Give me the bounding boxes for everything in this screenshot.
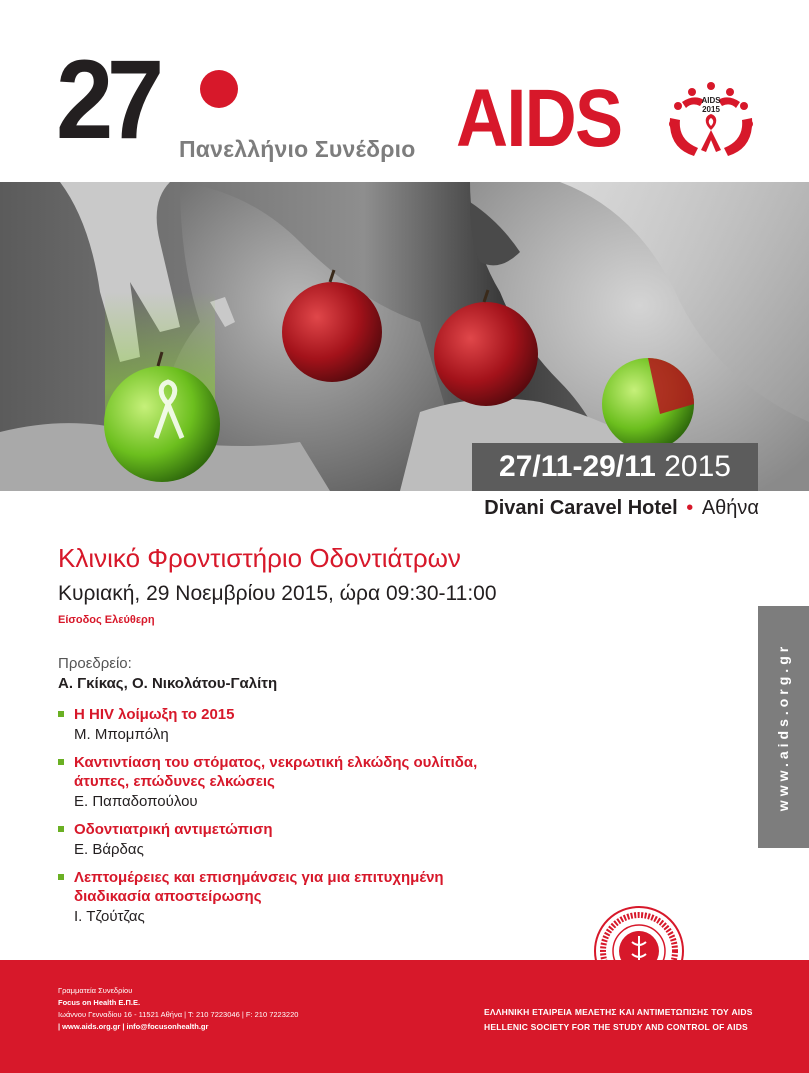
chairs-names: Α. Γκίκας, Ο. Νικολάτου-Γαλίτη — [58, 675, 278, 692]
aids-wordmark: AIDS — [456, 73, 622, 164]
green-bullet-icon — [58, 759, 64, 765]
session-datetime: Κυριακή, 29 Νοεμβρίου 2015, ώρα 09:30-11:00 — [58, 582, 497, 605]
talk-speaker: Ε. Παπαδοπούλου — [74, 793, 198, 810]
talk-title: Καντιντίαση του στόματος, νεκρωτική ελκώδης ουλίτιδα, — [74, 754, 478, 771]
society-name-greek: ΕΛΛΗΝΙΚΗ ΕΤΑΙΡΕΙΑ ΜΕΛΕΤΗΣ ΚΑΙ ΑΝΤΙΜΕΤΩΠΙΣΗΣ ΤΟΥ AIDS — [484, 1007, 753, 1017]
logo-year: 2015 — [702, 105, 720, 114]
venue-name: Divani Caravel Hotel — [484, 497, 678, 519]
program-item — [58, 705, 578, 745]
event-dates-box — [472, 443, 758, 491]
logo-label: AIDS — [701, 96, 721, 105]
talk-title-continued: διαδικασία αποστείρωσης — [74, 888, 262, 905]
talk-speaker: Ι. Τζούτζας — [74, 908, 145, 925]
secretariat-web[interactable]: | www.aids.org.gr | info@focusonhealth.gr — [58, 1022, 209, 1031]
green-bullet-icon — [58, 874, 64, 880]
website-vertical-link[interactable]: www.aids.org.gr — [775, 642, 791, 812]
program-item — [58, 753, 578, 812]
event-dates: 27/11-29/11 — [499, 450, 656, 483]
aids-2015-logo-icon — [664, 78, 758, 168]
secretariat-block — [58, 985, 298, 1033]
program-item — [58, 820, 578, 860]
secretariat-name: Focus on Health Ε.Π.Ε. — [58, 998, 141, 1007]
program-item — [58, 868, 578, 927]
green-bullet-icon — [58, 711, 64, 717]
program-list — [58, 705, 578, 935]
header — [0, 0, 809, 182]
chairs-label: Προεδρείο: — [58, 655, 132, 672]
talk-title: Οδοντιατρική αντιμετώπιση — [74, 821, 273, 838]
website-side-strip — [758, 606, 809, 848]
venue-line — [484, 497, 759, 520]
ordinal-dot — [200, 70, 238, 108]
talk-title-continued: άτυπες, επώδυνες ελκώσεις — [74, 773, 275, 790]
society-name-block — [484, 1005, 753, 1035]
conference-subtitle: Πανελλήνιο Συνέδριο — [179, 136, 416, 162]
event-year: 2015 — [664, 450, 731, 483]
talk-speaker: Μ. Μπομπόλη — [74, 726, 169, 743]
session-title: Κλινικό Φροντιστήριο Οδοντιάτρων — [58, 543, 461, 573]
society-name-english: HELLENIC SOCIETY FOR THE STUDY AND CONTROL OF AIDS — [484, 1022, 748, 1032]
venue-city: Αθήνα — [701, 497, 759, 519]
footer — [0, 960, 809, 1073]
secretariat-address: Ιωάννου Γενναδίου 16 - 11521 Αθήνα | Τ: 210 7223046 | F: 210 7223220 — [58, 1010, 299, 1019]
conference-number: 27 — [56, 37, 158, 162]
green-bullet-icon — [58, 826, 64, 832]
talk-title: Η HIV λοίμωξη το 2015 — [74, 706, 235, 723]
secretariat-label: Γραμματεία Συνεδρίου — [58, 986, 133, 995]
free-entry-note: Είσοδος Ελεύθερη — [58, 614, 155, 626]
talk-title: Λεπτομέρειες και επισημάνσεις για μια επιτυχημένη — [74, 869, 444, 886]
venue-separator: • — [686, 497, 694, 519]
talk-speaker: Ε. Βάρδας — [74, 841, 144, 858]
